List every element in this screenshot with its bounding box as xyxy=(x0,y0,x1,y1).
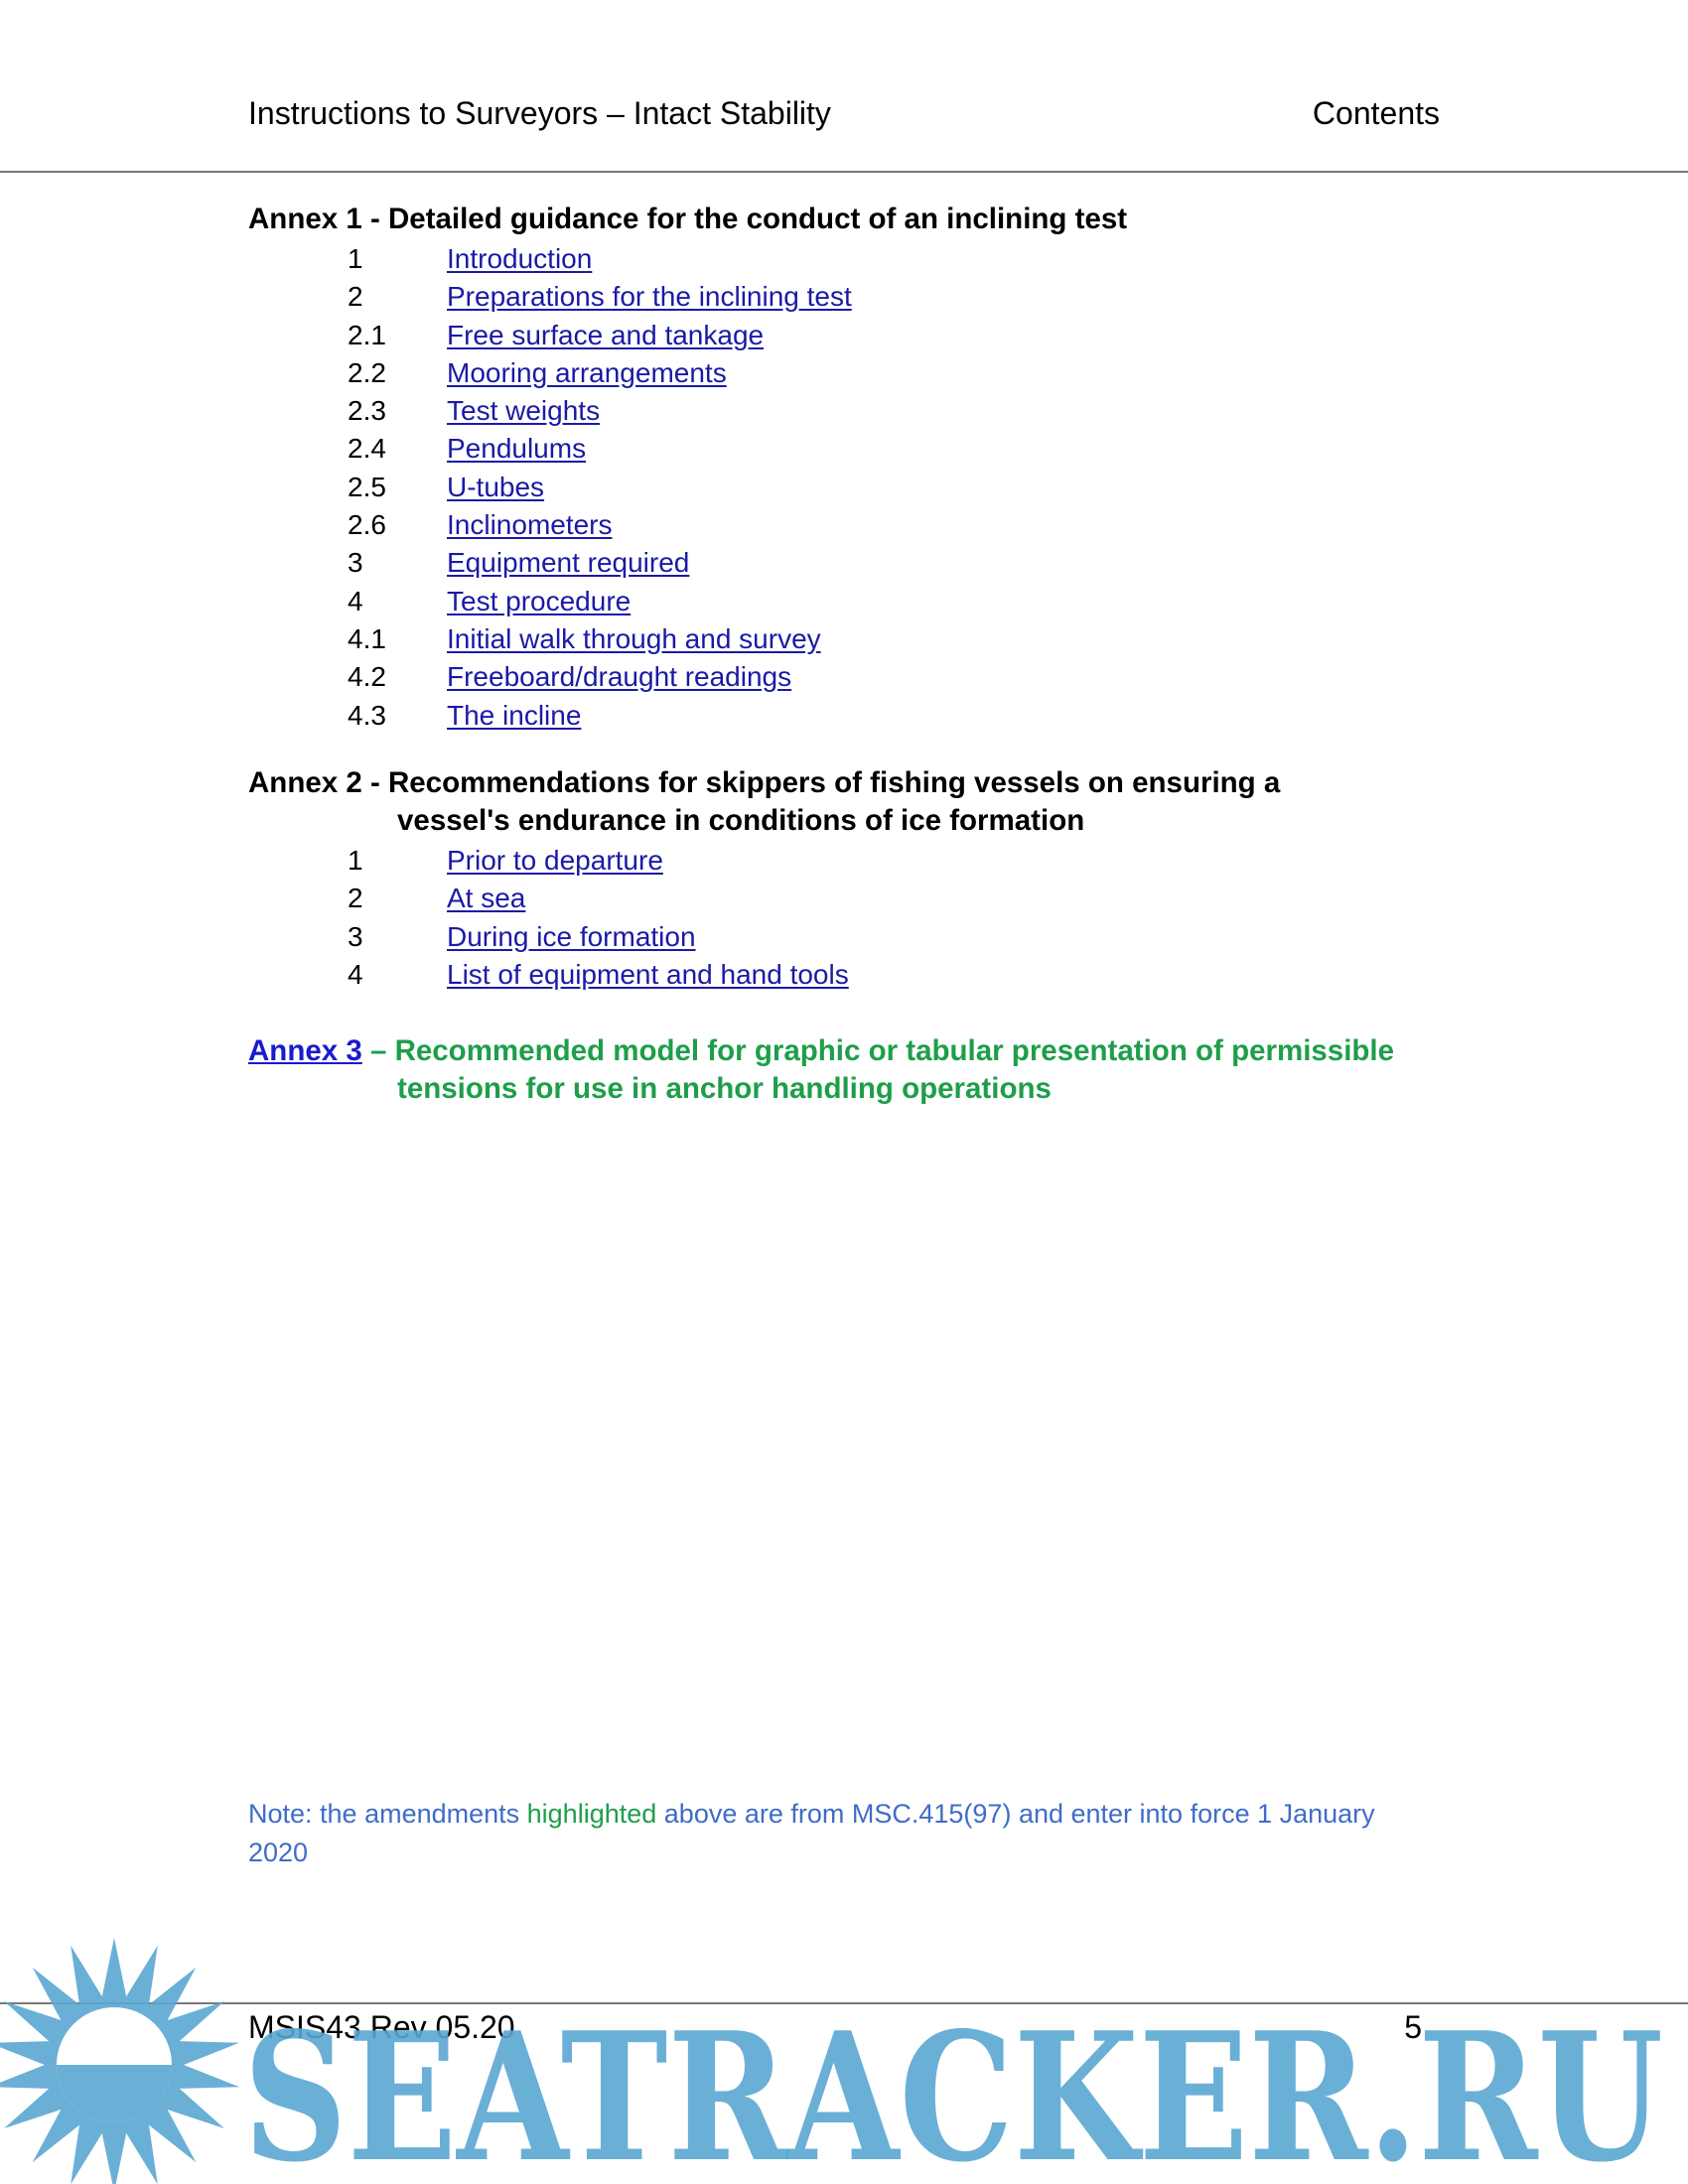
toc-row xyxy=(248,544,1340,582)
toc-link[interactable]: Inclinometers xyxy=(447,509,613,541)
toc-link[interactable]: Test procedure xyxy=(447,585,632,616)
toc-link[interactable]: Test weights xyxy=(447,395,601,427)
toc-row xyxy=(248,658,1340,696)
toc-row xyxy=(248,956,1340,994)
header-title: Instructions to Surveyors – Intact Stability xyxy=(248,95,831,131)
toc-number: 4.3 xyxy=(348,699,386,731)
annex2-toc-list xyxy=(248,842,1340,994)
toc-row xyxy=(248,880,1340,917)
watermark-text: SEATRACKER.RU xyxy=(243,1993,1663,2184)
note-highlight: highlighted xyxy=(526,1799,657,1829)
amendment-note xyxy=(248,1795,1440,1872)
toc-number: 1 xyxy=(348,243,363,274)
toc-number: 4 xyxy=(348,958,363,990)
toc-link[interactable]: Freeboard/draught readings xyxy=(447,661,792,693)
toc-link[interactable]: U-tubes xyxy=(447,471,545,502)
toc-link[interactable]: Pendulums xyxy=(447,433,587,465)
footer-doc-ref: MSIS43 Rev 05.20 xyxy=(248,2009,515,2045)
header-divider xyxy=(0,171,1688,173)
toc-row xyxy=(248,506,1340,544)
toc-number: 3 xyxy=(348,547,363,579)
toc-link[interactable]: List of equipment and hand tools xyxy=(447,958,849,990)
toc-row xyxy=(248,918,1340,956)
annex1-toc-list xyxy=(248,240,1340,735)
toc-row xyxy=(248,430,1340,468)
toc-link[interactable]: Free surface and tankage xyxy=(447,319,765,350)
annex3-heading xyxy=(248,1032,1489,1108)
annex3-heading-line1: – Recommended model for graphic or tabular presentation of permissible xyxy=(361,1034,1395,1067)
annex3-link[interactable]: Annex 3 xyxy=(248,1034,362,1067)
toc-link[interactable]: During ice formation xyxy=(447,920,696,952)
note-text-2: above are from MSC.415(97) and enter into force 1 January 2020 xyxy=(248,1799,1375,1867)
footer-page-number: 5 xyxy=(1404,2009,1422,2045)
sunburst-rays xyxy=(0,1938,239,2184)
toc-number: 2.2 xyxy=(348,356,386,388)
annex2-heading-line1: Annex 2 - Recommendations for skippers of fishing vessels on ensuring a xyxy=(248,766,1281,799)
toc-number: 2 xyxy=(348,281,363,313)
toc-link[interactable]: Preparations for the inclining test xyxy=(447,281,852,313)
toc-row xyxy=(248,842,1340,880)
toc-row xyxy=(248,620,1340,658)
toc-link[interactable]: Introduction xyxy=(447,243,593,274)
toc-row xyxy=(248,240,1340,278)
toc-number: 4 xyxy=(348,585,363,616)
annex2-heading-line2: vessel's endurance in conditions of ice formation xyxy=(397,804,1085,837)
toc-row xyxy=(248,317,1340,354)
toc-number: 2 xyxy=(348,883,363,914)
toc-link[interactable]: Prior to departure xyxy=(447,845,663,876)
toc-link[interactable]: Initial walk through and survey xyxy=(447,622,821,654)
toc-number: 2.3 xyxy=(348,395,386,427)
header-section: Contents xyxy=(1312,95,1440,131)
toc-number: 2.4 xyxy=(348,433,386,465)
toc-row xyxy=(248,583,1340,620)
toc-link[interactable]: Mooring arrangements xyxy=(447,356,727,388)
toc-link[interactable]: The incline xyxy=(447,699,582,731)
toc-row xyxy=(248,697,1340,735)
toc-number: 4.2 xyxy=(348,661,386,693)
annex2-heading xyxy=(248,764,1280,840)
sunburst-lower-half xyxy=(57,2065,172,2122)
toc-number: 2.5 xyxy=(348,471,386,502)
sunburst-icon xyxy=(0,1938,239,2184)
toc-link[interactable]: Equipment required xyxy=(447,547,690,579)
toc-number: 2.6 xyxy=(348,509,386,541)
toc-number: 2.1 xyxy=(348,319,386,350)
sunburst-center xyxy=(57,2007,172,2122)
toc-row xyxy=(248,354,1340,392)
toc-number: 4.1 xyxy=(348,622,386,654)
note-text-1: Note: the amendments xyxy=(248,1799,527,1829)
toc-number: 1 xyxy=(348,845,363,876)
toc-number: 3 xyxy=(348,920,363,952)
page-header xyxy=(248,95,1440,145)
annex3-heading-line2: tensions for use in anchor handling operations xyxy=(397,1072,1052,1105)
footer-divider xyxy=(0,2002,1688,2004)
seatracker-watermark xyxy=(0,1936,1688,2184)
toc-row xyxy=(248,392,1340,430)
toc-link[interactable]: At sea xyxy=(447,883,526,914)
toc-row xyxy=(248,278,1340,316)
toc-row xyxy=(248,469,1340,506)
annex1-heading: Annex 1 - Detailed guidance for the conduct of an inclining test xyxy=(248,203,1128,235)
